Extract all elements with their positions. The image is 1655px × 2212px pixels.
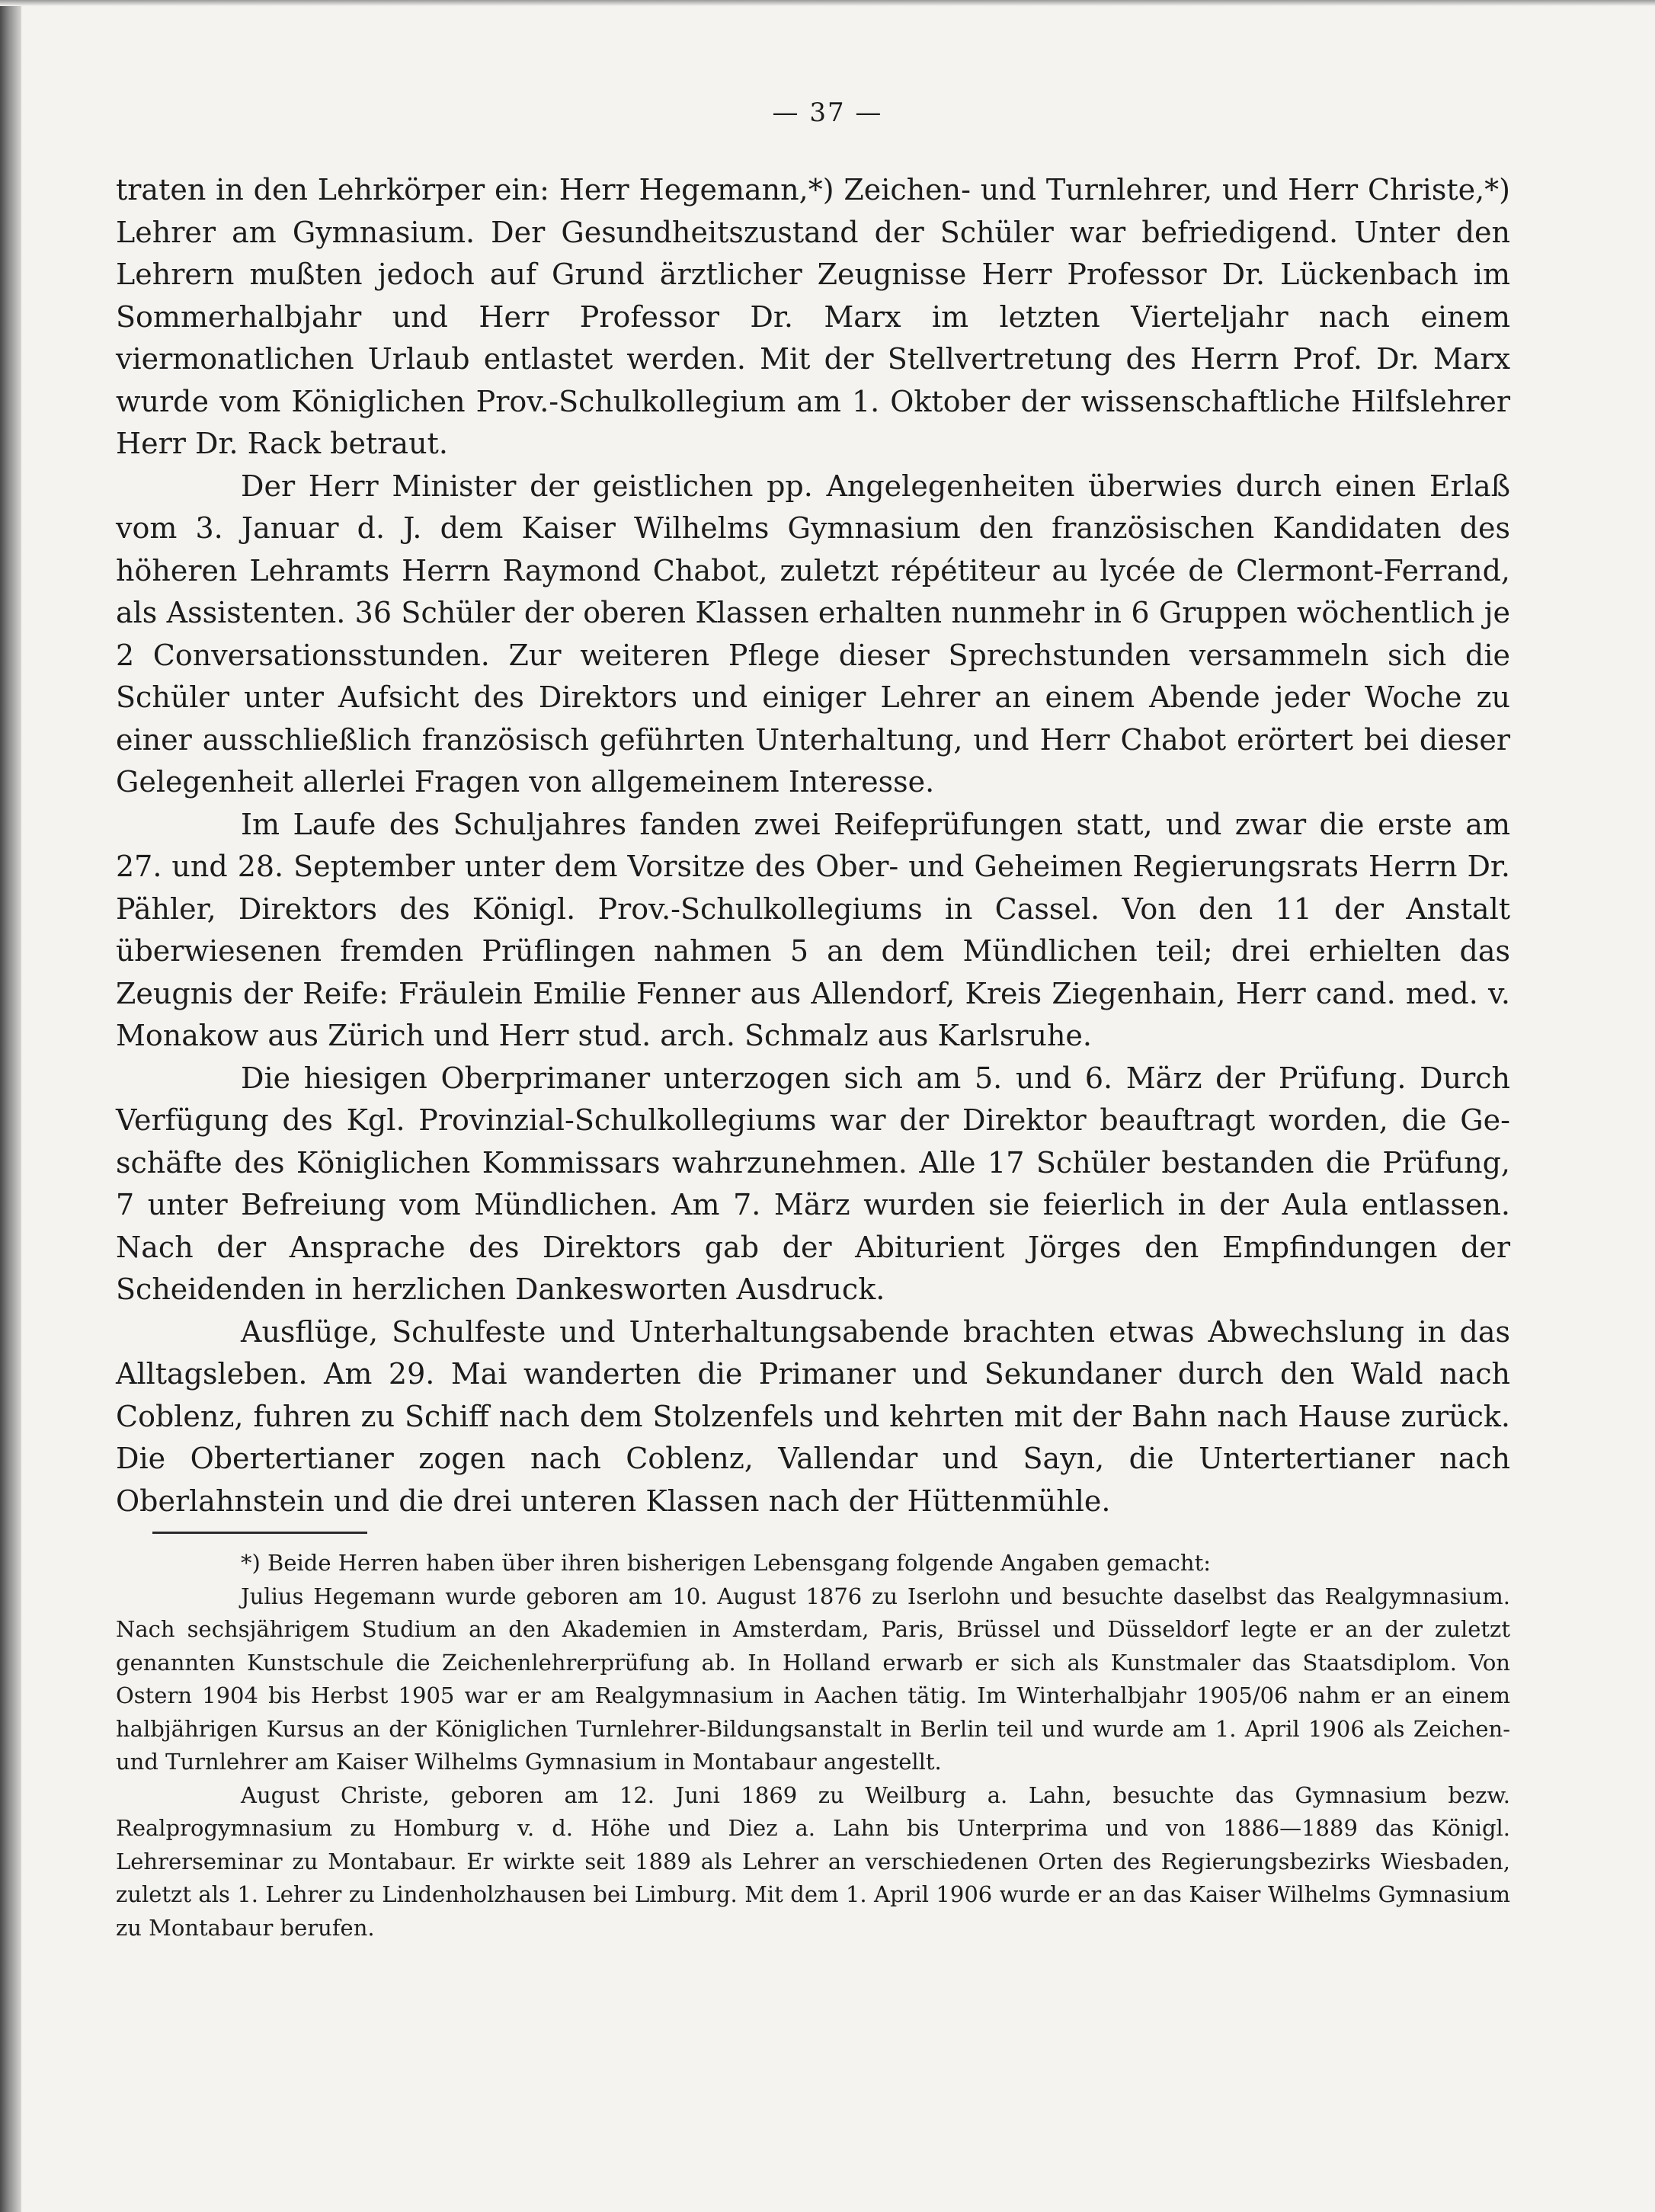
paragraph-staff: traten in den Lehrkörper ein: Herr Hegemann,*) Zeichen- und Turnlehrer, und Herr Christe,*) Lehrer am Gymnasium. Der Gesundheitszustand der Schüler war befriedigend. Unter den Lehrern mußten jedoch auf Grund ärztlicher Zeugnisse Herr Professor Dr. Lückenbach im Sommerhalbjahr und Herr Professor Dr. Marx im letzten Vierteljahr nach einem viermonatlichen Urlaub entlastet werden. Mit der Stellvertretung des Herrn Prof. Dr. Marx wurde vom Königlichen Prov.-Schulkollegium am 1. Oktober der wissenschaftliche Hilfslehrer Herr Dr. Rack betraut.	[116, 173, 1510, 460]
main-text	[116, 169, 1510, 1522]
footnote-christe: August Christe, geboren am 12. Juni 1869 zu Weilburg a. Lahn, besuchte das Gymnasium bezw. Realprogymnasium zu Homburg v. d. Höhe und Diez a. Lahn bis Unterprima und von 1886—1889 das Königl. Lehrerseminar zu Montabaur. Er wirkte seit 1889 als Lehrer an verschiedenen Orten des Regierungsbezirks Wiesbaden, zuletzt als 1. Lehrer zu Lindenholzhausen bei Limburg. Mit dem 1. April 1906 wurde er an das Kaiser Wilhelms Gymnasium zu Montabaur berufen.	[116, 1781, 1510, 1941]
paragraph-oberprimaner: Die hiesigen Oberprimaner unterzogen sich am 5. und 6. März der Prüfung. Durch Verfügung des Kgl. Provinzial-Schulkollegiums war der Direktor beauftragt worden, die Geschäfte des Königlichen Kommissars wahrzunehmen. Alle 17 Schüler bestanden die Prüfung, 7 unter Befreiung vom Mündlichen. Am 7. März wurden sie feierlich in der Aula entlassen. Nach der Ansprache des Direktors gab der Abiturient Jörges den Empfindungen der Scheidenden in herzlichen Dankesworten Ausdruck.	[116, 1061, 1510, 1306]
paragraph-ausfluege: Ausflüge, Schulfeste und Unterhaltungsabende brachten etwas Abwechslung in das Alltagsleben. Am 29. Mai wanderten die Primaner und Sekundaner durch den Wald nach Coblenz, fuhren zu Schiff nach dem Stolzenfels und kehrten mit der Bahn nach Hause zurück. Die Obertertianer zogen nach Coblenz, Vallendar und Sayn, die Untertertianer nach Oberlahnstein und die drei unteren Klassen nach der Hüttenmühle.	[116, 1314, 1510, 1518]
footnote-intro: *) Beide Herren haben über ihren bisherigen Lebensgang folgende Angaben gemacht:	[241, 1550, 1212, 1576]
paragraph-reifepruefungen: Im Laufe des Schuljahres fanden zwei Reifeprüfungen statt, und zwar die erste am 27. und 28. September unter dem Vorsitze des Ober- und Geheimen Regierungsrats Herrn Dr. Pähler, Direktors des Königl. Prov.-Schulkollegiums in Cassel. Von den 11 der Anstalt überwiesenen fremden Prüflingen nahmen 5 an dem Mündlichen teil; drei erhielten das Zeugnis der Reife: Fräulein Emilie Fenner aus Allendorf, Kreis Ziegenhain, Herr cand. med. v. Monakow aus Zürich und Herr stud. arch. Schmalz aus Karlsruhe.	[116, 807, 1510, 1052]
footnotes	[116, 1547, 1510, 1945]
footnote-hegemann: Julius Hegemann wurde geboren am 10. August 1876 zu Iserlohn und besuchte daselbst das Realgymnasium. Nach sechsjährigem Studium an den Akademien in Amsterdam, Paris, Brüssel und Düsseldorf legte er an der zuletzt genannten Kunstschule die Zeichenlehrerprüfung ab. In Holland erwarb er sich als Kunstmaler das Staatsdiplom. Von Ostern 1904 bis Herbst 1905 war er am Realgymnasium in Aachen tätig. Im Winterhalbjahr 1905/06 nahm er an einem halbjährigen Kursus an der Königlichen Turnlehrer-Bildungsanstalt in Berlin teil und wurde am 1. April 1906 als Zeichen- und Turnlehrer am Kaiser Wilhelms Gymnasium in Montabaur angestellt.	[116, 1583, 1510, 1775]
paragraph-french-assistant: Der Herr Minister der geistlichen pp. Angelegenheiten überwies durch einen Erlaß vom 3. Januar d. J. dem Kaiser Wilhelms Gymnasium den französischen Kandidaten des höheren Lehramts Herrn Raymond Chabot, zuletzt répétiteur au lycée de Clermont-Ferrand, als Assistenten. 36 Schüler der oberen Klassen erhalten nunmehr in 6 Gruppen wöchentlich je 2 Conversationsstunden. Zur weiteren Pflege dieser Sprechstunden versammeln sich die Schüler unter Aufsicht des Direktors und einiger Lehrer an einem Abende jeder Woche zu einer ausschließlich französisch geführten Unterhaltung, und Herr Chabot erörtert bei dieser Gelegenheit allerlei Fragen von allgemeinem Interesse.	[116, 469, 1510, 799]
page-number: — 37 —	[772, 98, 883, 128]
footnote-divider	[152, 1532, 367, 1534]
scan-shadow-left	[0, 0, 21, 2212]
scan-shadow-top	[0, 0, 1655, 6]
